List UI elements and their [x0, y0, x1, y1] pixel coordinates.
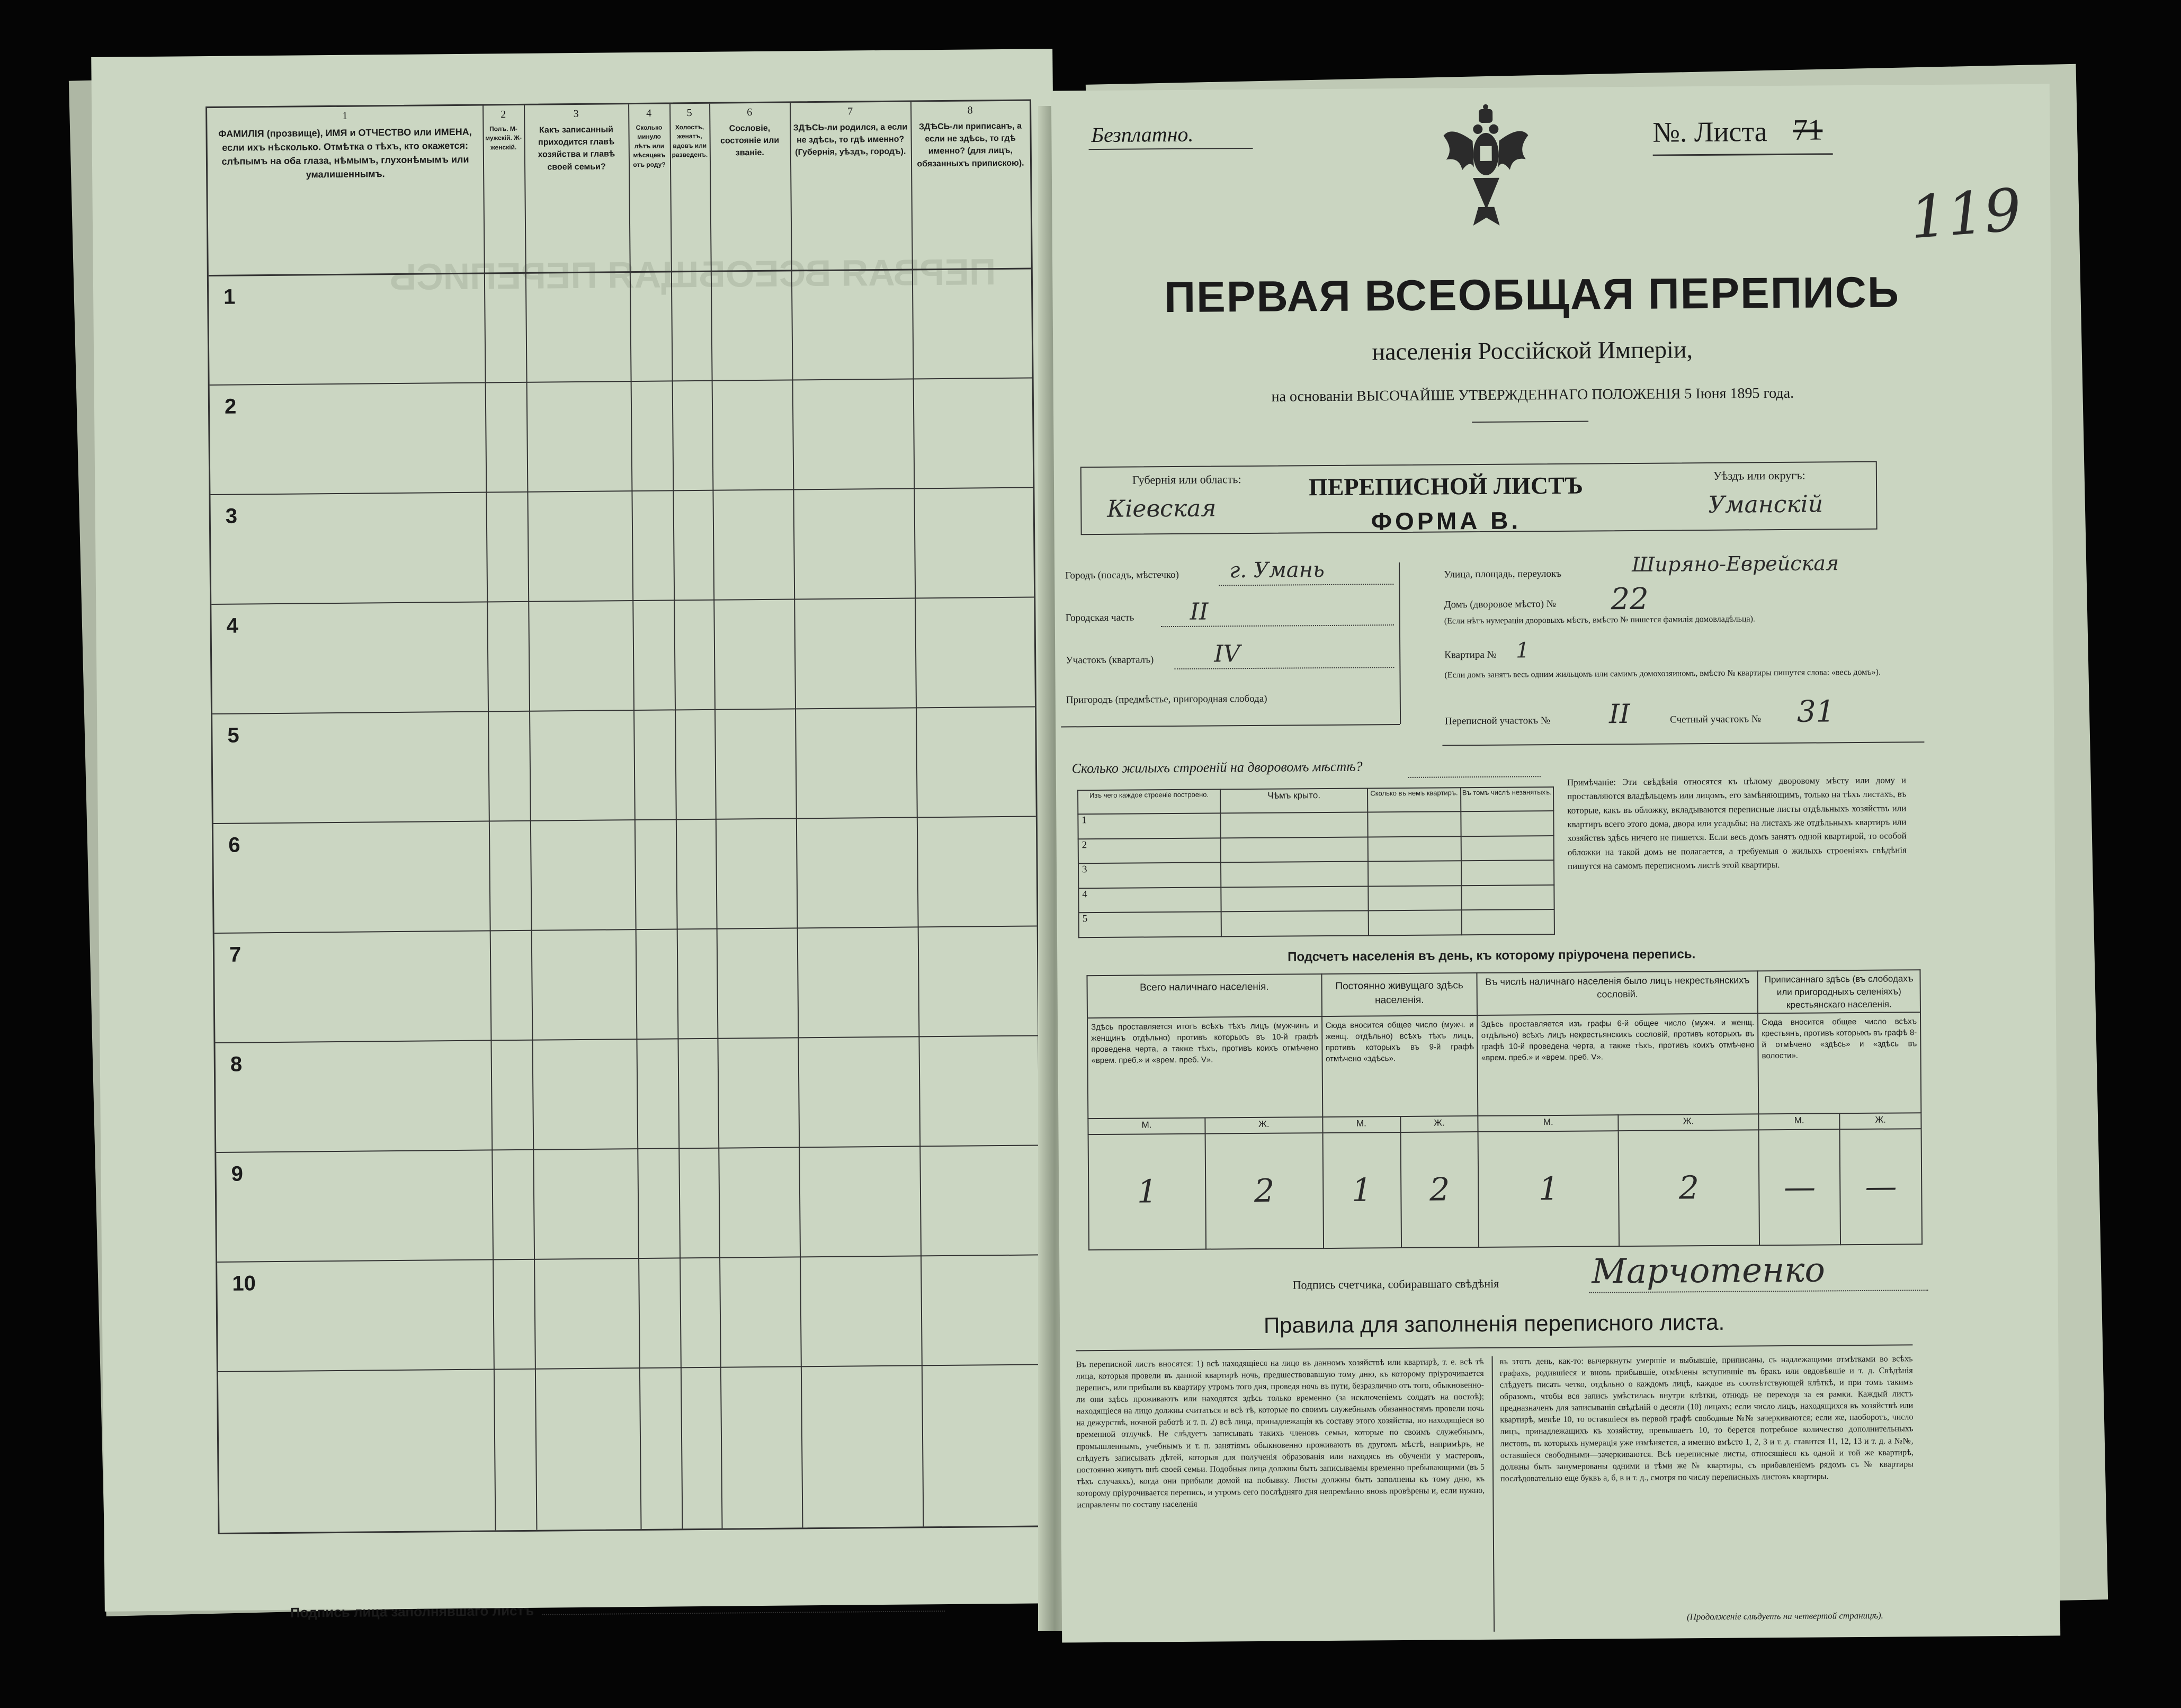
right-page: [1051, 84, 2060, 1642]
column-header-estate: Сословіе, состояніе или званіе.: [720, 123, 780, 158]
count-value: 2: [1205, 1133, 1324, 1249]
column-number: 1: [342, 110, 348, 122]
apartment-value: 1: [1516, 638, 1530, 663]
gubernia-box: [1054, 468, 1288, 531]
form-name: ФОРМА В.: [1371, 506, 1522, 535]
count-note: Сюда вносится общее число всѣхъ крестьянъ, противъ которыхъ въ графѣ 8-й отмѣчено «здѣсь» и «здѣсь въ волости».: [1758, 1012, 1921, 1114]
row-number: 8: [230, 1052, 243, 1076]
count-note: Сюда вносится общее число (мужч. и женщ. отдѣльно) всѣхъ тѣхъ лицъ, противъ которыхъ въ 9-й графѣ отмѣчено «здѣсь».: [1322, 1015, 1478, 1117]
house-value: 22: [1611, 582, 1649, 617]
sheet-number-crossed: 71: [1793, 113, 1823, 147]
street-value: Ширяно-Еврейская: [1631, 551, 1839, 576]
buildings-header: Въ томъ числѣ незанятыхъ.: [1461, 787, 1554, 811]
handwritten-sheet-number: 119: [1907, 175, 2024, 252]
district-label: Участокъ (кварталъ): [1066, 654, 1154, 666]
bleed-through-text: ПЕРВАЯ ВСЕОБЩАЯ ПЕРЕПИСЬ: [389, 251, 996, 298]
apartment-label: Квартира №: [1444, 649, 1497, 661]
house-note: (Если нѣтъ нумераціи дворовыхъ мѣстъ, вмѣсто № пишется фамилія домовладѣльца).: [1444, 614, 1755, 626]
census-records-table: [205, 99, 1043, 1534]
left-page: [91, 49, 1066, 1621]
count-value: 1: [1088, 1134, 1206, 1250]
counter-signature: Марчотенко: [1592, 1250, 1826, 1292]
suburb-label: Пригородъ (предмѣстье, пригородная слобода): [1066, 693, 1267, 706]
column-number: 6: [747, 106, 753, 119]
column-header-registration: ЗДѢСЬ-ли приписанъ, а если не здѣсь, то гдѣ именно? (для лицъ, обязанныхъ припискою).: [917, 121, 1024, 168]
sex-label: Ж.: [1619, 1114, 1759, 1131]
count-value: —: [1759, 1129, 1841, 1245]
row-number: 4: [226, 614, 239, 638]
count-title: Подсчетъ населенія въ день, къ которому пріурочена перепись.: [1288, 947, 1696, 964]
rules-continued: (Продолженіе слѣдуетъ на четвертой страницѣ).: [1686, 1610, 1883, 1622]
buildings-header: Чѣмъ крыто.: [1220, 788, 1368, 813]
count-value: 1: [1322, 1132, 1401, 1248]
count-header: Постоянно живущаго здѣсь населенія.: [1321, 973, 1477, 1016]
filler-signature-line: [290, 1599, 945, 1621]
census-district-value: II: [1608, 699, 1630, 730]
column-header-relation: Какъ записанный приходится главѣ хозяйства и главѣ своей семьи?: [538, 125, 615, 172]
row-number: 1: [223, 285, 236, 309]
population-count-table: [1086, 969, 1923, 1250]
counting-district-label: Счетный участокъ №: [1670, 713, 1762, 726]
sex-label: М.: [1322, 1116, 1400, 1133]
column-header-age: Сколько минуло лѣтъ или мѣсяцевъ отъ роду?: [633, 123, 666, 168]
buildings-table: [1077, 786, 1555, 938]
street-label: Улица, площадь, переулокъ: [1444, 568, 1562, 580]
count-value: 1: [1478, 1131, 1619, 1247]
column-header-name: ФАМИЛІЯ (прозвище), ИМЯ и ОТЧЕСТВО или ИМЕНА, если ихъ нѣсколько. Отмѣтка о тѣхъ, кто окажется: слѣпымъ на оба глаза, нѣмымъ, глухонѣмымъ или умалишеннымъ.: [218, 126, 472, 180]
row-number: 2: [224, 395, 237, 418]
buildings-row-number: 5: [1079, 912, 1221, 938]
census-subtitle: населенія Россійской Имперіи,: [1372, 336, 1693, 365]
uezd-box: [1676, 463, 1905, 526]
column-number: 7: [847, 105, 853, 118]
buildings-note: Примѣчаніе: Эти свѣдѣнія относятся къ цѣлому дворовому мѣсту или дому и проставляются владѣльцемъ или лицомъ, его замѣняющимъ, только на тѣхъ листахъ, въ которые, какъ въ обложку, вкладываются переписные листы отдѣльныхъ хозяйствъ или квартиръ всего этого дома, двора или усадьбы; на листахъ же отдѣльныхъ квартиръ или хозяйствъ здѣсь ничего не пишется. Если весь домъ занятъ одной квартирой, то особой обложки на такой домъ не полагается, а требуемыя о жилыхъ строеніяхъ свѣдѣнія пишутся на самомъ переписномъ листѣ этой квартиры.: [1567, 775, 1907, 871]
free-label: Безплатно.: [1091, 122, 1194, 147]
buildings-row-number: 1: [1078, 813, 1220, 838]
count-value: —: [1840, 1129, 1922, 1245]
row-number: 9: [231, 1162, 244, 1186]
row-number: 5: [227, 723, 239, 747]
sheet-number-label: №. Листа: [1652, 115, 1767, 148]
column-number: 2: [500, 109, 506, 121]
gubernia-label: Губернія или область:: [1132, 472, 1241, 487]
buildings-row-number: 4: [1078, 887, 1221, 913]
buildings-row-number: 3: [1078, 863, 1221, 888]
sex-label: Ж.: [1205, 1117, 1322, 1134]
count-value: 2: [1400, 1132, 1479, 1248]
buildings-question: Сколько жилыхъ строеній на дворовомъ мѣстѣ?: [1071, 758, 1363, 776]
city-part-value: II: [1190, 598, 1209, 625]
column-number: 5: [686, 107, 692, 119]
row-number: 10: [232, 1272, 256, 1295]
row-number: 6: [228, 833, 240, 857]
rules-title: Правила для заполненія переписного листа.: [1263, 1309, 1725, 1338]
city-value: г. Умань: [1229, 558, 1325, 583]
count-header: Всего наличнаго населенія.: [1087, 974, 1321, 1018]
city-part-label: Городская часть: [1065, 612, 1134, 624]
gubernia-value: Кіевская: [1107, 495, 1217, 523]
row-number: 3: [225, 504, 238, 528]
uezd-value: Уманскій: [1708, 490, 1824, 518]
apartment-note: (Если домъ занятъ весь одним жильцомъ или самимъ домохозяиномъ, вмѣсто № квартиры пишутся слова: «весь домъ»).: [1444, 667, 1881, 680]
buildings-header: Сколько въ немъ квартиръ.: [1367, 788, 1461, 812]
imperial-eagle-emblem: [1441, 103, 1532, 231]
city-label: Городъ (посадъ, мѣстечко): [1065, 569, 1179, 582]
count-header: Въ числѣ наличнаго населенія было лицъ некрестьянскихъ сословій.: [1477, 971, 1758, 1015]
rules-column-2: въ этотъ день, как-то: вычеркнуты умершіе и выбывшіе, приписаны, съ надлежащими отмѣтками во всѣхъ графахъ, родившіеся и вновь прибывшіе, отмѣчены вступившіе въ бракъ или овдовѣвшіе и т. д. Свѣдѣнія слѣдуетъ писать четко, отдѣльно о каждомъ лицѣ, каждое въ соотвѣтствующей клѣткѣ, и при томъ такимъ образомъ, чтобы вся запись умѣстилась внутри клѣтки, отнюдь не переходя за ея рамки. Каждый листъ предназначенъ для записыванія свѣдѣній о десяти (10) лицахъ; если число лицъ, находящихся въ хозяйствѣ или квартирѣ, менѣе 10, то оставшіеся въ первой графѣ свободные №№ зачеркиваются; если же, наоборотъ, число лицъ, принадлежащихъ къ хозяйству, превышаетъ 10, то берется потребное количество дополнительныхъ листовъ, въ которыхъ нумерація уже измѣняется, а именно вмѣсто 1, 2, 3 и т. д. ставится 11, 12, 13 и т. д. а №№, оставшіеся свободными—зачеркиваются. Всѣ переписные листы, относящіеся къ одной и той же квартирѣ, должны быть занумерованы одними и тѣми же № квартиры, съ прибавленіемъ рядомъ съ № квартиры послѣдовательно еще буквъ а, б, в и т. д., смотря по числу переписныхъ листовъ квартиры.: [1499, 1354, 1914, 1483]
filler-signature-label: Подпись лица заполнявшаго листъ: [290, 1602, 534, 1621]
counting-district-value: 31: [1796, 694, 1835, 729]
column-header-birthplace: ЗДѢСЬ-ли родился, а если не здѣсь, то гдѣ именно? (Губернія, уѣздъ, городъ).: [793, 122, 908, 157]
house-label: Домъ (дворовое мѣсто) №: [1444, 598, 1556, 611]
count-header: Приписаннаго здѣсь (въ слободахъ или пригородныхъ селеніяхъ) крестьянскаго населенія.: [1757, 970, 1920, 1013]
district-value: IV: [1214, 640, 1240, 668]
column-header-marital: Холостъ, женатъ, вдовъ или разведенъ.: [672, 123, 708, 159]
column-number: 8: [967, 104, 973, 117]
count-note: Здѣсь проставляется изъ графы 6-й общее число (мужч. и женщ. отдѣльно) всѣхъ лицъ некрестьянскихъ сословій, противъ которыхъ въ графѣ 10-й проведена черта, а также тѣхъ, противъ коихъ отмѣчено «врем. преб.» и «врем. преб. V».: [1477, 1013, 1758, 1116]
count-value: 2: [1619, 1130, 1759, 1246]
buildings-row-number: 2: [1078, 838, 1221, 863]
census-basis: на основаніи ВЫСОЧАЙШЕ УТВЕРЖДЕННАГО ПОЛОЖЕНІЯ 5 Іюня 1895 года.: [1271, 384, 1794, 405]
census-title: ПЕРВАЯ ВСЕОБЩАЯ ПЕРЕПИСЬ: [1164, 268, 1900, 322]
counter-signature-label: Подпись счетчика, собиравшаго свѣдѣнія: [1292, 1276, 1499, 1292]
sex-label: М.: [1478, 1115, 1619, 1132]
column-number: 4: [646, 107, 652, 119]
sex-label: Ж.: [1400, 1116, 1478, 1132]
form-title: ПЕРЕПИСНОЙ ЛИСТЪ: [1308, 471, 1584, 501]
rules-column-1: Въ переписной листъ вносятся: 1) всѣ находящіеся на лицо въ данномъ хозяйствѣ или квартирѣ, т. е. всѣ тѣ лица, которыя провели въ данной квартирѣ ночь, предшествовавшую тому дню, къ которому пріурочивается перепись, или прибыли въ квартиру утромъ того дня, проведя ночь въ пути, безразлично отъ того, обыкновенно-ли они здѣсь проживаютъ или находятся здѣсь только временно (за исключеніемъ солдатъ на постоѣ); находящіеся на лицо должны считаться и всѣ тѣ, которые по своимъ служебнымъ обязанностямъ провели ночь на дежурствѣ, ночной работѣ и т. п. 2) всѣ лица, принадлежащія къ составу этого хозяйства, но находящіеся во временной отлучкѣ. Не слѣдуетъ записывать такихъ членовъ семьи, которые по своимъ служебнымъ, промышленнымъ, учебнымъ и т. п. занятіямъ обыкновенно проживаютъ въ другомъ мѣстѣ, напримѣръ, не слѣдуетъ записывать дѣтей, которыя для полученія образованія или находясь въ обученіи у мастеровъ, постоянно живутъ внѣ своей семьи. Подобныя лица должны быть записываемы временно пребывающими (въ 5 тѣхъ случаяхъ), когда они прибыли домой на побывку. Листы должны быть заполнены къ тому дню, къ которому пріурочивается перепись, и утромъ сего послѣдняго дня непремѣнно вновь провѣрены и, если нужно, исправлены по составу населенія: [1076, 1357, 1485, 1510]
row-number: 7: [229, 943, 242, 967]
column-header-sex: Полъ. М-мужскій. Ж-женскій.: [485, 124, 522, 151]
census-district-label: Переписной участокъ №: [1445, 715, 1551, 727]
column-number: 3: [573, 108, 579, 120]
sex-label: Ж.: [1840, 1113, 1921, 1129]
count-note: Здѣсь проставляется итогъ всѣхъ тѣхъ лицъ (мужчинъ и женщинъ отдѣльно) противъ которыхъ въ 10-й графѣ проведена черта, а также тѣхъ, противъ коихъ отмѣчено «врем. преб.» и «врем. преб. V».: [1087, 1016, 1322, 1119]
uezd-label: Уѣздъ или округъ:: [1713, 468, 1805, 482]
sex-label: М.: [1758, 1113, 1840, 1130]
sex-label: М.: [1088, 1118, 1205, 1135]
buildings-header: Изъ чего каждое строеніе построено.: [1078, 789, 1220, 814]
